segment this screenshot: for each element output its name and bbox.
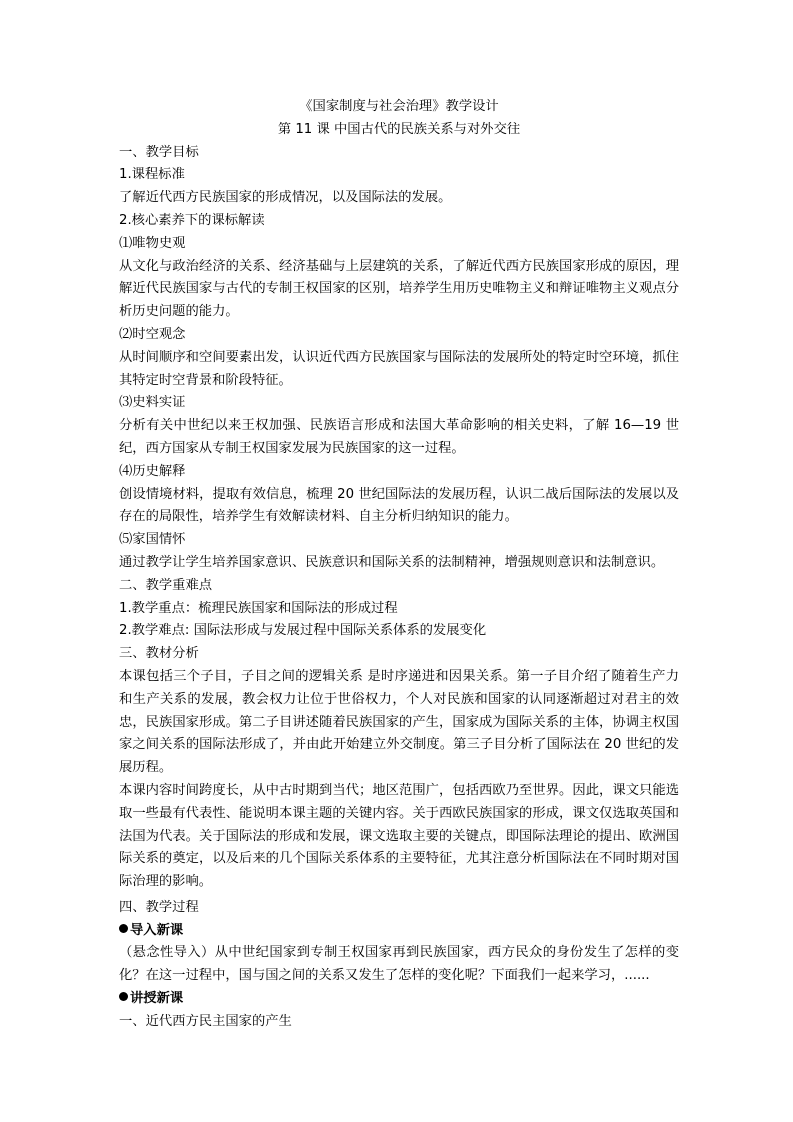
textbook-analysis-paragraph-2: 本课内容时间跨度长，从中古时期到当代；地区范围广，包括西欧乃至世界。因此，课文只能选取一些最有代表性、能说明本课主题的关键内容。关于西欧民族国家的形成，课文仅选取英国和法国为代表。关于国际法的形成和发展，课文选取主要的关键点，即国际法理论的提出、欧洲国际关系的奠定，以及后来的几个国际关系体系的主要特征，尤其注意分析国际法在不同时期对国际治理的影响。 xyxy=(119,782,679,890)
introduction-heading-text: 导入新课 xyxy=(130,922,184,938)
teaching-difficult-point: 2.教学难点: 国际法形成与发展过程中国际关系体系的发展变化 xyxy=(119,623,487,639)
section-heading-objectives: 一、教学目标 xyxy=(119,144,199,160)
section-heading-key-points: 二、教学重难点 xyxy=(119,577,213,593)
bullet-heading-introduction xyxy=(119,920,679,943)
lesson-subtitle: 第 11 课 中国古代的民族关系与对外交往 xyxy=(277,121,521,137)
bullet-dot-icon xyxy=(119,992,128,1001)
section-heading-teaching-process: 四、教学过程 xyxy=(119,899,199,915)
new-lesson-heading-text: 讲授新课 xyxy=(130,991,184,1007)
bullet-heading-new-lesson xyxy=(119,988,679,1011)
curriculum-standard-text: 了解近代西方民族国家的形成情况，以及国际法的发展。 xyxy=(119,190,452,206)
subheading-core-literacy: 2.核心素养下的课标解读 xyxy=(119,212,265,228)
introduction-text: （悬念性导入）从中世纪国家到专制王权国家再到民族国家，西方民众的身份发生了怎样的变化？在这一过程中，国与国之间的关系又发生了怎样的变化呢？下面我们一起来学习，...... xyxy=(119,945,679,984)
document-title: 《国家制度与社会治理》教学设计 xyxy=(299,99,499,114)
literacy-label-materialism: ⑴唯物史观 xyxy=(119,235,186,251)
lesson-part-1-heading: 一、近代西方民主国家的产生 xyxy=(119,1013,292,1029)
literacy-text-evidence: 分析有关中世纪以来王权加强、民族语言形成和法国大革命影响的相关史料，了解 16—19 世纪，西方国家从专制王权国家发展为民族国家的这一过程。 xyxy=(119,418,679,456)
literacy-text-materialism: 从文化与政治经济的关系、经济基础与上层建筑的关系，了解近代西方民族国家形成的原因，理解近代民族国家与古代的专制王权国家的区别，培养学生用历史唯物主义和辩证唯物主义观点分析历史问题的能力。 xyxy=(119,258,679,320)
bullet-dot-icon xyxy=(119,924,128,933)
literacy-text-interpretation: 创设情境材料，提取有效信息，梳理 20 世纪国际法的发展历程，认识二战后国际法的发展以及存在的局限性，培养学生有效解读材料、自主分析归纳知识的能力。 xyxy=(119,486,679,525)
literacy-label-spacetime: ⑵时空观念 xyxy=(119,326,186,342)
literacy-label-interpretation: ⑷历史解释 xyxy=(119,463,186,479)
section-heading-textbook-analysis: 三、教材分析 xyxy=(119,646,199,662)
literacy-label-patriotism: ⑸家国情怀 xyxy=(119,532,186,548)
textbook-analysis-paragraph-1: 本课包括三个子目，子目之间的逻辑关系 是时序递进和因果关系。第一子目介绍了随着生产力和生产关系的发展，教会权力让位于世俗权力，个人对民族和国家的认同逐渐超过对君主的效忠，民族国家形成。第二子目讲述随着民族国家的产生，国家成为国际关系的主体，协调主权国家之间关系的国际法形成了，并由此开始建立外交制度。第三子目分析了国际法在 20 世纪的发展历程。 xyxy=(119,668,679,776)
literacy-label-evidence: ⑶史料实证 xyxy=(119,395,186,411)
teaching-key-point: 1.教学重点：梳理民族国家和国际法的形成过程 xyxy=(119,600,398,616)
subheading-curriculum-standard: 1.课程标准 xyxy=(119,167,185,183)
literacy-text-patriotism: 通过教学让学生培养国家意识、民族意识和国际关系的法制精神，增强规则意识和法制意识。 xyxy=(119,554,665,570)
literacy-text-spacetime: 从时间顺序和空间要素出发，认识近代西方民族国家与国际法的发展所处的特定时空环境，抓住其特定时空背景和阶段特征。 xyxy=(119,349,679,388)
document-body xyxy=(119,96,679,1034)
